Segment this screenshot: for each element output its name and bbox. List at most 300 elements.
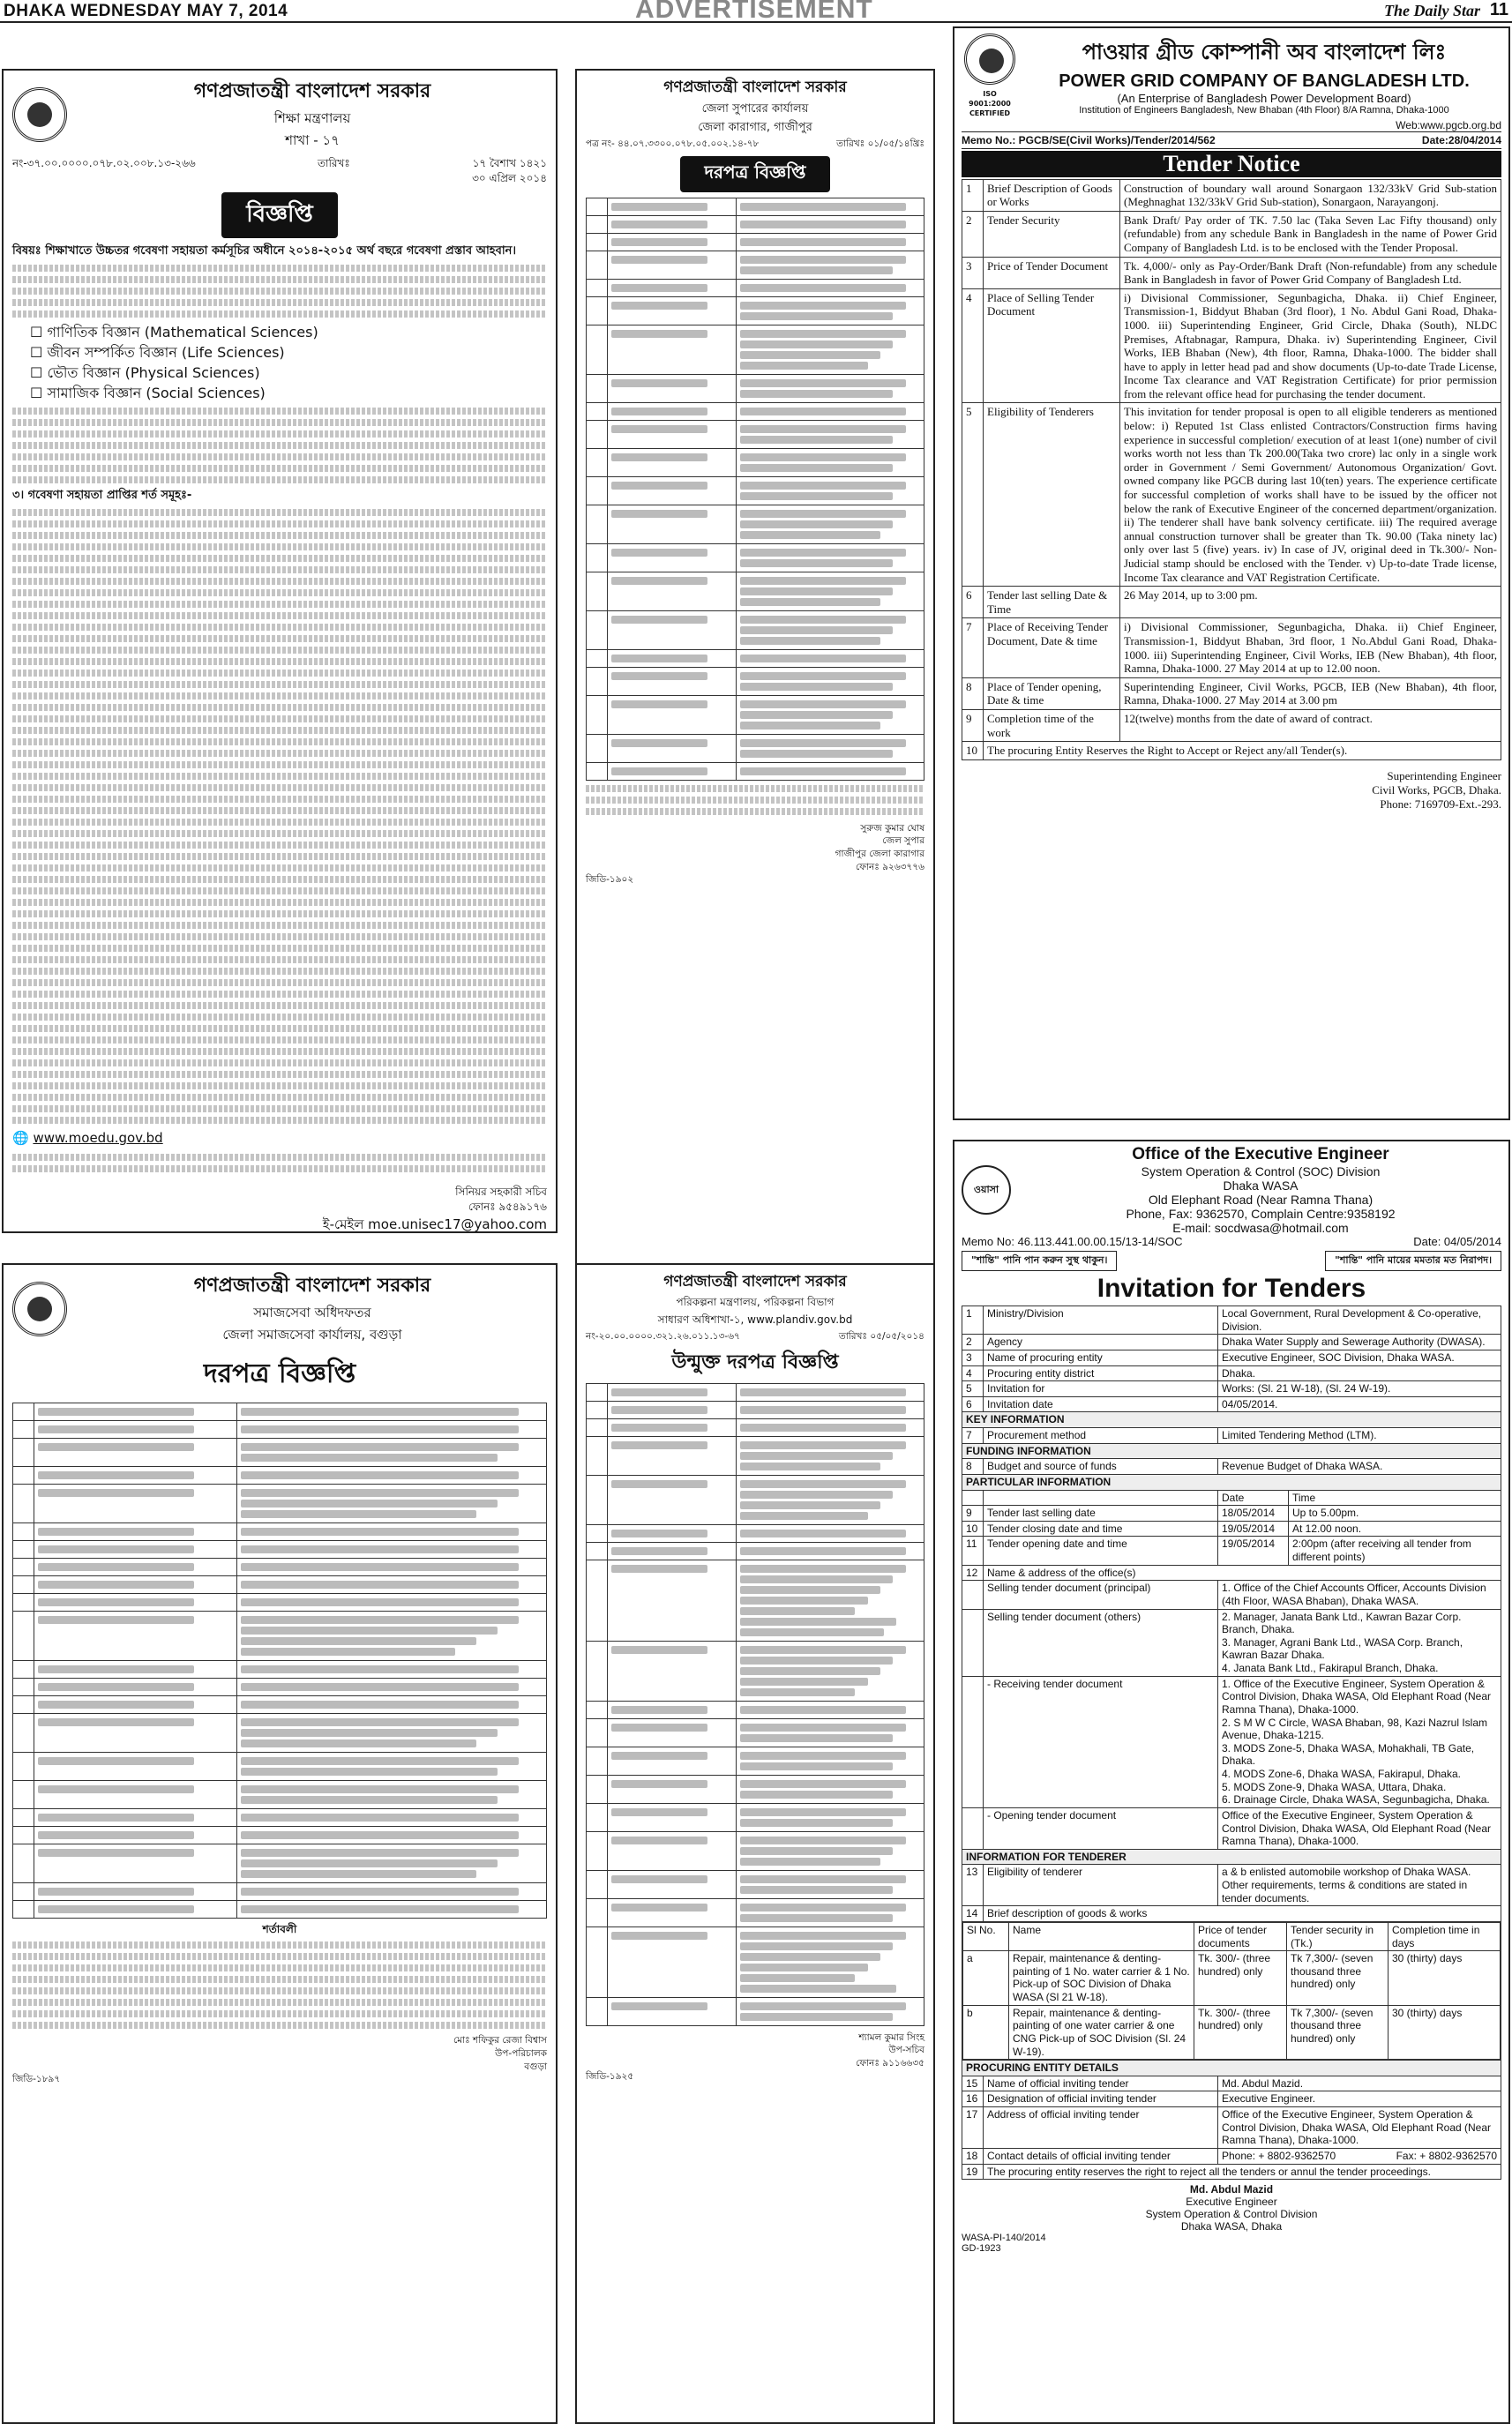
company-web[interactable]: Web:www.pgcb.org.bd xyxy=(1396,118,1501,131)
row-label-cell xyxy=(34,1714,237,1753)
table-row xyxy=(962,1865,1501,1906)
row-number-cell xyxy=(13,1809,34,1827)
row-value-cell xyxy=(736,1926,924,1997)
works-header-sl: Sl No. xyxy=(963,1922,1009,1950)
office-line-1: সমাজসেবা অধিদফতর xyxy=(253,1305,371,1320)
memo-number: Memo No.: PGCB/SE(Civil Works)/Tender/2014/562 xyxy=(962,133,1216,146)
row-label-cell xyxy=(34,1523,237,1541)
table-row xyxy=(962,618,1501,677)
row-value xyxy=(1218,1521,1501,1537)
list-item: 2. S M W C Circle, WASA Bhaban, 98, Kazi Nazrul Islam Avenue, Dhaka-1215. xyxy=(1222,1716,1487,1742)
table-row xyxy=(962,1676,1501,1807)
table-row xyxy=(587,610,924,649)
row-value-cell xyxy=(236,1714,546,1753)
row-number: 7 xyxy=(962,618,984,677)
row-number xyxy=(962,1807,984,1849)
row-value-cell xyxy=(236,1612,546,1661)
field-list xyxy=(30,322,547,404)
company-name-bn: পাওয়ার গ্রীড কোম্পানী অব বাংলাদেশ লিঃ xyxy=(1082,40,1447,65)
org-phone: Phone, Fax: 9362570, Complain Centre:9358192 xyxy=(1126,1207,1396,1221)
row-number-cell xyxy=(13,1421,34,1439)
table-row xyxy=(587,198,924,215)
table-row xyxy=(962,257,1501,288)
row-value: Dhaka. xyxy=(1218,1365,1501,1381)
list-item: 5. MODS Zone-9, Dhaka WASA, Uttara, Dhaka. xyxy=(1222,1780,1447,1793)
row-number: 2 xyxy=(962,1335,984,1350)
row-value: 1. Office of the Chief Accounts Officer, Accounts Division (4th Floor, WASA Bhaban), Dhaka WASA. xyxy=(1218,1581,1501,1609)
row-label: Invitation date xyxy=(984,1396,1218,1412)
table-row xyxy=(13,1696,547,1714)
row-label: Place of Tender opening, Date & time xyxy=(984,677,1120,709)
row-value xyxy=(1218,1676,1501,1807)
row-label-cell xyxy=(34,1485,237,1523)
row-number: 5 xyxy=(962,403,984,587)
row-label-cell xyxy=(608,572,737,610)
row-value-cell xyxy=(736,1718,924,1747)
table-row xyxy=(962,1609,1501,1676)
table-row xyxy=(962,2107,1501,2149)
table-row xyxy=(587,402,924,420)
row-label-cell xyxy=(34,1559,237,1576)
table-row xyxy=(13,1559,547,1576)
company-name-en: POWER GRID COMPANY OF BANGLADESH LTD. xyxy=(1059,71,1470,92)
table-row xyxy=(13,1809,547,1827)
table-row xyxy=(962,709,1501,741)
row-label-cell xyxy=(608,610,737,649)
list-item: 6. Drainage Circle, Dhaka WASA, Segunbagicha, Dhaka. xyxy=(1222,1793,1490,1807)
table-row xyxy=(587,649,924,667)
row-label-cell xyxy=(608,215,737,233)
date-value: 19/05/2014 xyxy=(1218,1537,1289,1564)
row-value-cell xyxy=(736,198,924,215)
signer-phone: ফোনঃ ৯২৬৩৭৭৬ xyxy=(856,861,924,872)
row-value-cell xyxy=(236,1403,546,1421)
row-label-cell xyxy=(608,734,737,762)
row-number-cell xyxy=(13,1661,34,1679)
row-value-cell xyxy=(736,1701,924,1718)
works-row xyxy=(962,1921,1501,2060)
table-row xyxy=(962,403,1501,587)
table-row xyxy=(587,1747,924,1775)
row-label-cell xyxy=(34,1467,237,1485)
table-row xyxy=(13,1523,547,1541)
row-label: Agency xyxy=(984,1335,1218,1350)
section-heading: KEY INFORMATION xyxy=(962,1412,1501,1428)
row-value: Superintending Engineer, Civil Works, PGCB, IEB (New Bhaban), 4th floor, Ramna, Dhaka-1000. 27 May 2014 at 3.00 pm xyxy=(1120,677,1501,709)
row-label: Brief Description of Goods or Works xyxy=(984,179,1120,211)
row-number-cell xyxy=(587,448,608,476)
table-row xyxy=(962,1396,1501,1412)
table-row xyxy=(962,1365,1501,1381)
row-number-cell xyxy=(587,505,608,543)
table-row xyxy=(587,233,924,251)
invitation-table xyxy=(962,1306,1501,2180)
table-row xyxy=(13,1753,547,1781)
table-row xyxy=(13,1541,547,1559)
row-number-cell xyxy=(587,476,608,505)
notice-banner: Tender Notice xyxy=(962,151,1501,177)
signer-phone: ফোনঃ ৯১১৬৬৩৫ xyxy=(856,2058,924,2069)
row-number-cell xyxy=(13,1541,34,1559)
row-number-cell xyxy=(587,420,608,448)
website-link[interactable]: www.moedu.gov.bd xyxy=(33,1130,163,1147)
section-row xyxy=(962,2061,1501,2076)
table-row xyxy=(962,1490,1501,1506)
row-label: Price of Tender Document xyxy=(984,257,1120,288)
works-security: Tk 7,300/- (seven thousand three hundred) only xyxy=(1287,2005,1388,2060)
tender-table xyxy=(586,1383,924,2026)
row-value-cell xyxy=(736,1641,924,1701)
signer-office: বগুড়া xyxy=(524,2061,547,2072)
row-number: 3 xyxy=(962,257,984,288)
row-number-cell xyxy=(13,1696,34,1714)
row-number-cell xyxy=(13,1753,34,1781)
signer-title: সিনিয়র সহকারী সচিব xyxy=(455,1185,547,1198)
list-item: ☐ গাণিতিক বিজ্ঞান (Mathematical Sciences) xyxy=(30,323,318,340)
table-row xyxy=(13,1883,547,1901)
table-row xyxy=(587,1926,924,1997)
list-item: 4. MODS Zone-6, Dhaka WASA, Fakirapul, Dhaka. xyxy=(1222,1768,1461,1780)
row-label-cell xyxy=(608,1542,737,1560)
division-name: System Operation & Control (SOC) Division xyxy=(1141,1164,1381,1178)
row-label: Budget and source of funds xyxy=(984,1459,1218,1475)
row-number-cell xyxy=(587,233,608,251)
row-value: This invitation for tender proposal is open to all eligible tenderers as mentioned below: i) Reputed 1st Class enlisted Contractors/Construction firms having experience in successful completion/ execution of at least 1(one) number of civil works worth not less than Tk 200.00(Taka two crore) lac only in a single work order in Government / Semi Government/ Autonomous Organization/ Govt. owned company like PGCB during last 10(ten) years. The experience certificate for successful completion of works shall have to be issued by the officer not below the rank of Executive Engineer of the concerned department/organization. ii) The tenderer shall have bank solvency certificate. iii) The required average annual construction turnover shall be greater than Tk. 90.00 (Taka ninety lac) only over last 5 (five) years. iv) In case of JV, original deed in Tk.300/- Non- Judicial stamp should be enclosed with the Tender. v) Up-to-date Trade license, Income Tax clearance and VAT Registration Certificate. xyxy=(1120,403,1501,587)
works-header-completion: Completion time in days xyxy=(1388,1922,1501,1950)
company-address: Institution of Engineers Bangladesh, New Bhaban (4th Floor) 8/A Ramna, Dhaka-1000 xyxy=(1079,105,1449,116)
row-value-cell xyxy=(736,251,924,279)
row-value-cell xyxy=(236,1467,546,1485)
date-bangla: ১৭ বৈশাখ ১৪২১ xyxy=(472,157,547,169)
row-number: 6 xyxy=(962,587,984,618)
row-value: Md. Abdul Mazid. xyxy=(1218,2076,1501,2091)
table-row xyxy=(962,1537,1501,1565)
table-row xyxy=(962,2076,1501,2091)
row-value: Executive Engineer. xyxy=(1218,2091,1501,2107)
section-heading: PROCURING ENTITY DETAILS xyxy=(962,2061,1501,2076)
row-label: Address of official inviting tender xyxy=(984,2107,1218,2149)
wasa-logo-text: ওয়াসা xyxy=(973,1183,999,1195)
row-number xyxy=(962,1676,984,1807)
row-number-cell xyxy=(587,1641,608,1701)
table-row xyxy=(587,296,924,325)
row-number-cell xyxy=(587,1524,608,1542)
row-label-cell xyxy=(34,1661,237,1679)
section-heading: INFORMATION FOR TENDERER xyxy=(962,1849,1501,1865)
row-label: Tender last selling Date & Time xyxy=(984,587,1120,618)
table-row xyxy=(962,1428,1501,1444)
table-row xyxy=(587,1560,924,1641)
row-label: Procuring entity district xyxy=(984,1365,1218,1381)
row-label: Ministry/Division xyxy=(984,1306,1218,1335)
row-value-cell xyxy=(236,1753,546,1781)
row-label-cell xyxy=(34,1439,237,1467)
row-number xyxy=(962,1581,984,1609)
row-number: 1 xyxy=(962,1306,984,1335)
gd-code: জিডি-১৮৯৭ xyxy=(12,2074,61,2085)
paper-name: The Daily Star xyxy=(1383,2,1480,19)
table-row xyxy=(962,1506,1501,1522)
table-row xyxy=(13,1403,547,1421)
row-label-cell xyxy=(34,1421,237,1439)
signer-email[interactable]: ই-মেইল moe.unisec17@yahoo.com xyxy=(322,1216,547,1232)
section-row xyxy=(962,1412,1501,1428)
org-email[interactable]: E-mail: socdwasa@hotmail.com xyxy=(1172,1221,1349,1235)
row-number: 9 xyxy=(962,1506,984,1522)
ad-education-ministry: গণপ্রজাতন্ত্রী বাংলাদেশ সরকার শিক্ষা মন্ত্রণালয় শাখা - ১৭ নং-৩৭.০০.০০০০.০৭৮.০২.০০৮.১৩-২৬৬ তারিখঃ ১৭ বৈশাখ ১৪২১ ৩০ এপ্রিল ২০১৪ বিজ্ঞপ্তি বিষয়ঃ শিক্ষাখাতে উচ্চতর গবেষণা সহায়তা কর্মসূচির অধীনে ২০১৪-২০১৫ অর্থ বছরে গবেষণা প্রস্তাব আহবান। ☐ গাণিতিক বিজ্ঞান (Mathematical Sciences) ☐ জীবন সম্পর্কিত বিজ্ঞান (Life Sciences) ☐ ভৌত বিজ্ঞান (Physical Sciences) ☐ সামাজিক বিজ্ঞান (Social Sciences) ৩। গবেষণা সহায়তা প্রাপ্তির শর্ত সমূহঃ- 🌐 www.moedu.gov.bd সিনিয়র সহকারী সচিব ফোনঃ ৯৫৪৯১৭৬ ই-মেইল moe.unisec17@yahoo.com xyxy=(2,69,558,1233)
row-value: Office of the Executive Engineer, System Operation & Control Division, Dhaka WASA, Old Elephant Road (Near Ramna Thana), Dhaka-1000. xyxy=(1218,2107,1501,2149)
table-row xyxy=(13,1844,547,1883)
works-completion: 30 (thirty) days xyxy=(1388,2005,1501,2060)
works-price: Tk. 300/- (three hundred) only xyxy=(1194,2005,1287,2060)
table-row xyxy=(13,1901,547,1919)
row-label: Place of Selling Tender Document xyxy=(984,288,1120,403)
subject: বিষয়ঃ শিক্ষাখাতে উচ্চতর গবেষণা সহায়তা কর্মসূচির অধীনে ২০১৪-২০১৫ অর্থ বছরে গবেষণা প্রস্তাব আহবান। xyxy=(12,243,517,258)
row-value-cell xyxy=(736,762,924,780)
memo-date: তারিখঃ ০১/০৫/১৪খ্রিঃ xyxy=(836,138,924,149)
ad-title: গণপ্রজাতন্ত্রী বাংলাদেশ সরকার xyxy=(193,1275,431,1297)
date-header: Date xyxy=(1218,1491,1289,1506)
row-value-cell xyxy=(736,610,924,649)
row-value-cell xyxy=(736,1803,924,1831)
row-label-cell xyxy=(608,1701,737,1718)
slogan-right: "শান্তি" পানি মায়ের মমতার মত নিরাপদ। xyxy=(1325,1251,1501,1271)
row-label-cell xyxy=(34,1612,237,1661)
date-value: 19/05/2014 xyxy=(1218,1522,1289,1537)
office-line-2: জেলা কারাগার, গাজীপুর xyxy=(698,121,812,134)
table-row xyxy=(962,1565,1501,1581)
row-number-cell xyxy=(587,1418,608,1436)
table-row xyxy=(962,1521,1501,1537)
row-number-cell xyxy=(587,1436,608,1475)
row-value-cell xyxy=(736,1775,924,1803)
table-row xyxy=(587,1803,924,1831)
signer-office: গাজীপুর জেলা কারাগার xyxy=(835,849,924,860)
row-label: Tender opening date and time xyxy=(984,1537,1218,1565)
row-label: Completion time of the work xyxy=(984,709,1120,741)
row-label-cell xyxy=(34,1594,237,1612)
section-heading: FUNDING INFORMATION xyxy=(962,1443,1501,1459)
row-number: 15 xyxy=(962,2076,984,2091)
table-row xyxy=(962,1335,1501,1350)
row-number-cell xyxy=(587,649,608,667)
row-label-cell xyxy=(34,1753,237,1781)
row-label-cell xyxy=(34,1809,237,1827)
row-number-cell xyxy=(13,1523,34,1541)
memo-number: নং-৩৭.০০.০০০০.০৭৮.০২.০০৮.১৩-২৬৬ xyxy=(12,157,196,169)
table-row xyxy=(13,1679,547,1696)
row-number-cell xyxy=(587,1475,608,1524)
notice-banner: দরপত্র বিজ্ঞপ্তি xyxy=(680,156,831,192)
date-label: তারিখঃ xyxy=(318,157,350,169)
table-row xyxy=(13,1827,547,1844)
row-label: Contact details of official inviting tender xyxy=(984,2148,1218,2164)
row-label-cell xyxy=(608,1803,737,1831)
ad-title: গণপ্রজাতন্ত্রী বাংলাদেশ সরকার xyxy=(663,1273,847,1291)
table-row xyxy=(962,587,1501,618)
row-value: i) Divisional Commissioner, Segunbagicha, Dhaka. ii) Chief Engineer, Transmission-1, Biddyut Bhaban (3rd floor), 1 No. Abdul Gani Road, Dhaka-1000. iii) Superintending Engineer, Grid Circle, Dhaka (South), NLDC Premises, Aftabnagar, Rampura, Dhaka. iv) Superintending Engineer, Civil Works, IEB Bhaban (New), 4th floor, Ramna, Dhaka-1000. The bidder shall have to apply in letter head pad and show documents (Up-to-date Trade License, Income Tax clearance and VAT Registration Certificate) for prior permission from the relevant office head for purchasing the tender document. xyxy=(1120,288,1501,403)
row-value: i) Divisional Commissioner, Segunbagicha, Dhaka. ii) Chief Engineer, Transmission-1, Biddyut Bhaban, 3rd floor, 1 No.Abdul Gani Road, Dhaka-1000. iii) Superintending Engineer, Civil Works, IEB (New Bhaban), 4th floor, Ramna, Dhaka-1000. 27 May 2014 at up to 12.00 noon. xyxy=(1120,618,1501,677)
row-value-cell xyxy=(736,1401,924,1418)
table-row xyxy=(587,1542,924,1560)
row-number-cell xyxy=(587,1831,608,1870)
row-value-cell xyxy=(236,1901,546,1919)
table-row xyxy=(587,762,924,780)
row-value-cell xyxy=(236,1827,546,1844)
row-number-cell xyxy=(587,1775,608,1803)
notice-banner: দরপত্র বিজ্ঞপ্তি xyxy=(203,1358,356,1389)
row-number: 3 xyxy=(962,1350,984,1365)
row-label: - Receiving tender document xyxy=(984,1676,1218,1807)
table-row xyxy=(13,1714,547,1753)
table-row xyxy=(587,1831,924,1870)
row-value: Executive Engineer, SOC Division, Dhaka WASA. xyxy=(1218,1350,1501,1365)
row-number: 6 xyxy=(962,1396,984,1412)
row-number-cell xyxy=(587,543,608,572)
gd-code: জিডি-১৯২৫ xyxy=(586,2070,634,2082)
table-row xyxy=(587,448,924,476)
row-value-cell xyxy=(736,649,924,667)
table-row xyxy=(587,1775,924,1803)
row-label: Tender last selling date xyxy=(984,1506,1218,1522)
row-number: 19 xyxy=(962,2164,984,2180)
row-value-cell xyxy=(736,374,924,402)
row-number-cell xyxy=(13,1901,34,1919)
row-label: Selling tender document (principal) xyxy=(984,1581,1218,1609)
row-number-cell xyxy=(587,215,608,233)
memo-number: Memo No: 46.113.441.00.00.15/13-14/SOC xyxy=(962,1235,1183,1248)
row-label-cell xyxy=(34,1883,237,1901)
time-value: At 12.00 noon. xyxy=(1292,1522,1362,1535)
office-line-1: পরিকল্পনা মন্ত্রণালয়, পরিকল্পনা বিভাগ xyxy=(676,1296,835,1308)
table-row xyxy=(962,2091,1501,2107)
row-label: - Opening tender document xyxy=(984,1807,1218,1849)
row-label-cell xyxy=(34,1403,237,1421)
org-name: Dhaka WASA xyxy=(1223,1178,1299,1193)
row-value-cell xyxy=(736,325,924,374)
row-value: Office of the Executive Engineer, System Operation & Control Division, Dhaka WASA, Old Elephant Road (Near Ramna Thana), Dhaka-1000. xyxy=(1218,1807,1501,1849)
signer-name: Md. Abdul Mazid xyxy=(1189,2183,1274,2196)
office-name: Office of the Executive Engineer xyxy=(1132,1145,1389,1163)
row-value-cell xyxy=(736,543,924,572)
table-row xyxy=(962,742,1501,760)
row-number: 16 xyxy=(962,2091,984,2107)
works-name: Repair, maintenance & denting-painting of one water carrier & one CNG Pick-up of SOC Division (Sl. 24 W-19). xyxy=(1009,2005,1194,2060)
row-value-cell xyxy=(236,1809,546,1827)
row-number: 11 xyxy=(962,1537,984,1565)
row-number-cell xyxy=(587,279,608,296)
row-number-cell xyxy=(13,1679,34,1696)
row-number-cell xyxy=(587,1383,608,1401)
row-label: Invitation for xyxy=(984,1381,1218,1397)
row-number-cell xyxy=(587,1542,608,1560)
row-number: 2 xyxy=(962,211,984,257)
row-number-cell xyxy=(587,325,608,374)
table-row xyxy=(962,1306,1501,1335)
table-row xyxy=(587,279,924,296)
table-row xyxy=(587,420,924,448)
row-label-cell xyxy=(608,649,737,667)
row-number-cell xyxy=(587,1560,608,1641)
ad-gazipur-jail xyxy=(575,69,935,1268)
row-number: 13 xyxy=(962,1865,984,1906)
row-value-cell xyxy=(736,420,924,448)
row-value-cell xyxy=(736,1436,924,1475)
row-number: 8 xyxy=(962,1459,984,1475)
row-number-cell xyxy=(13,1576,34,1594)
row-value-cell xyxy=(236,1679,546,1696)
row-value xyxy=(1218,2148,1501,2164)
list-item: 1. Office of the Executive Engineer, System Operation & Control Division, Dhaka WASA, Old Elephant Road (Near Ramna Thana), Dhaka-1000. xyxy=(1222,1677,1492,1716)
row-value-cell xyxy=(736,1524,924,1542)
row-label: Selling tender document (others) xyxy=(984,1609,1218,1676)
works-name: Repair, maintenance & denting-painting of 1 No. water carrier & 1 No. Pick-up of SOC Division of Dhaka WASA (Sl 21 W-18). xyxy=(1009,1951,1194,2006)
row-label-cell xyxy=(608,374,737,402)
office-line-2: সাধারণ অধিশাখা-১, www.plandiv.gov.bd xyxy=(657,1313,853,1326)
row-value-cell xyxy=(736,1747,924,1775)
row-label: The procuring Entity Reserves the Right to Accept or Reject any/all Tender(s). xyxy=(984,742,1501,760)
row-label: Procurement method xyxy=(984,1428,1218,1444)
org-road: Old Elephant Road (Near Ramna Thana) xyxy=(1148,1193,1374,1207)
table-row xyxy=(587,1475,924,1524)
page-number: 11 xyxy=(1489,0,1508,19)
row-number xyxy=(962,1490,984,1506)
pi-code: WASA-PI-140/2014 xyxy=(962,2233,1046,2244)
table-row xyxy=(587,1898,924,1926)
notice-banner: Invitation for Tenders xyxy=(1097,1274,1366,1303)
row-value-cell xyxy=(736,279,924,296)
row-value-cell xyxy=(736,1870,924,1898)
row-number-cell xyxy=(587,695,608,734)
table-row xyxy=(587,505,924,543)
works-sl: a xyxy=(963,1951,1009,2006)
row-label-cell xyxy=(608,1401,737,1418)
row-number-cell xyxy=(587,1401,608,1418)
tender-notice-table xyxy=(962,179,1501,760)
row-value-cell xyxy=(736,1560,924,1641)
row-value-cell xyxy=(736,1542,924,1560)
list-item: ☐ ভৌত বিজ্ঞান (Physical Sciences) xyxy=(30,364,260,381)
section-label: ADVERTISEMENT xyxy=(635,0,873,24)
row-number-cell xyxy=(587,251,608,279)
row-label-cell xyxy=(34,1541,237,1559)
ad-social-service xyxy=(2,1263,558,2424)
signer-name: সুরুজ কুমার ঘোষ xyxy=(860,822,924,834)
works-price: Tk. 300/- (three hundred) only xyxy=(1194,1951,1287,2006)
contact-fax: Fax: + 8802-9362570 xyxy=(1396,2149,1497,2162)
row-label-cell xyxy=(608,476,737,505)
list-item: 4. Janata Bank Ltd., Fakirapul Branch, Dhaka. xyxy=(1222,1662,1439,1674)
row-value-cell xyxy=(736,505,924,543)
row-value-cell xyxy=(736,734,924,762)
row-value-cell xyxy=(736,667,924,695)
works-header-security: Tender security in (Tk.) xyxy=(1287,1922,1388,1950)
row-value-cell xyxy=(736,695,924,734)
govt-seal-icon xyxy=(12,1282,67,1336)
row-value-cell xyxy=(736,233,924,251)
row-label-cell xyxy=(608,1898,737,1926)
row-value: 12(twelve) months from the date of award of contract. xyxy=(1120,709,1501,741)
section: শাখা - ১৭ xyxy=(285,132,340,148)
row-label-cell xyxy=(608,198,737,215)
iso-badge: ISO 9001:2000 CERTIFIED xyxy=(969,90,1011,118)
works-item-row xyxy=(963,1951,1501,2006)
row-number-cell xyxy=(587,402,608,420)
row-value-cell xyxy=(236,1541,546,1559)
table-row xyxy=(587,1641,924,1701)
table-row xyxy=(13,1781,547,1809)
row-number-cell xyxy=(13,1844,34,1883)
